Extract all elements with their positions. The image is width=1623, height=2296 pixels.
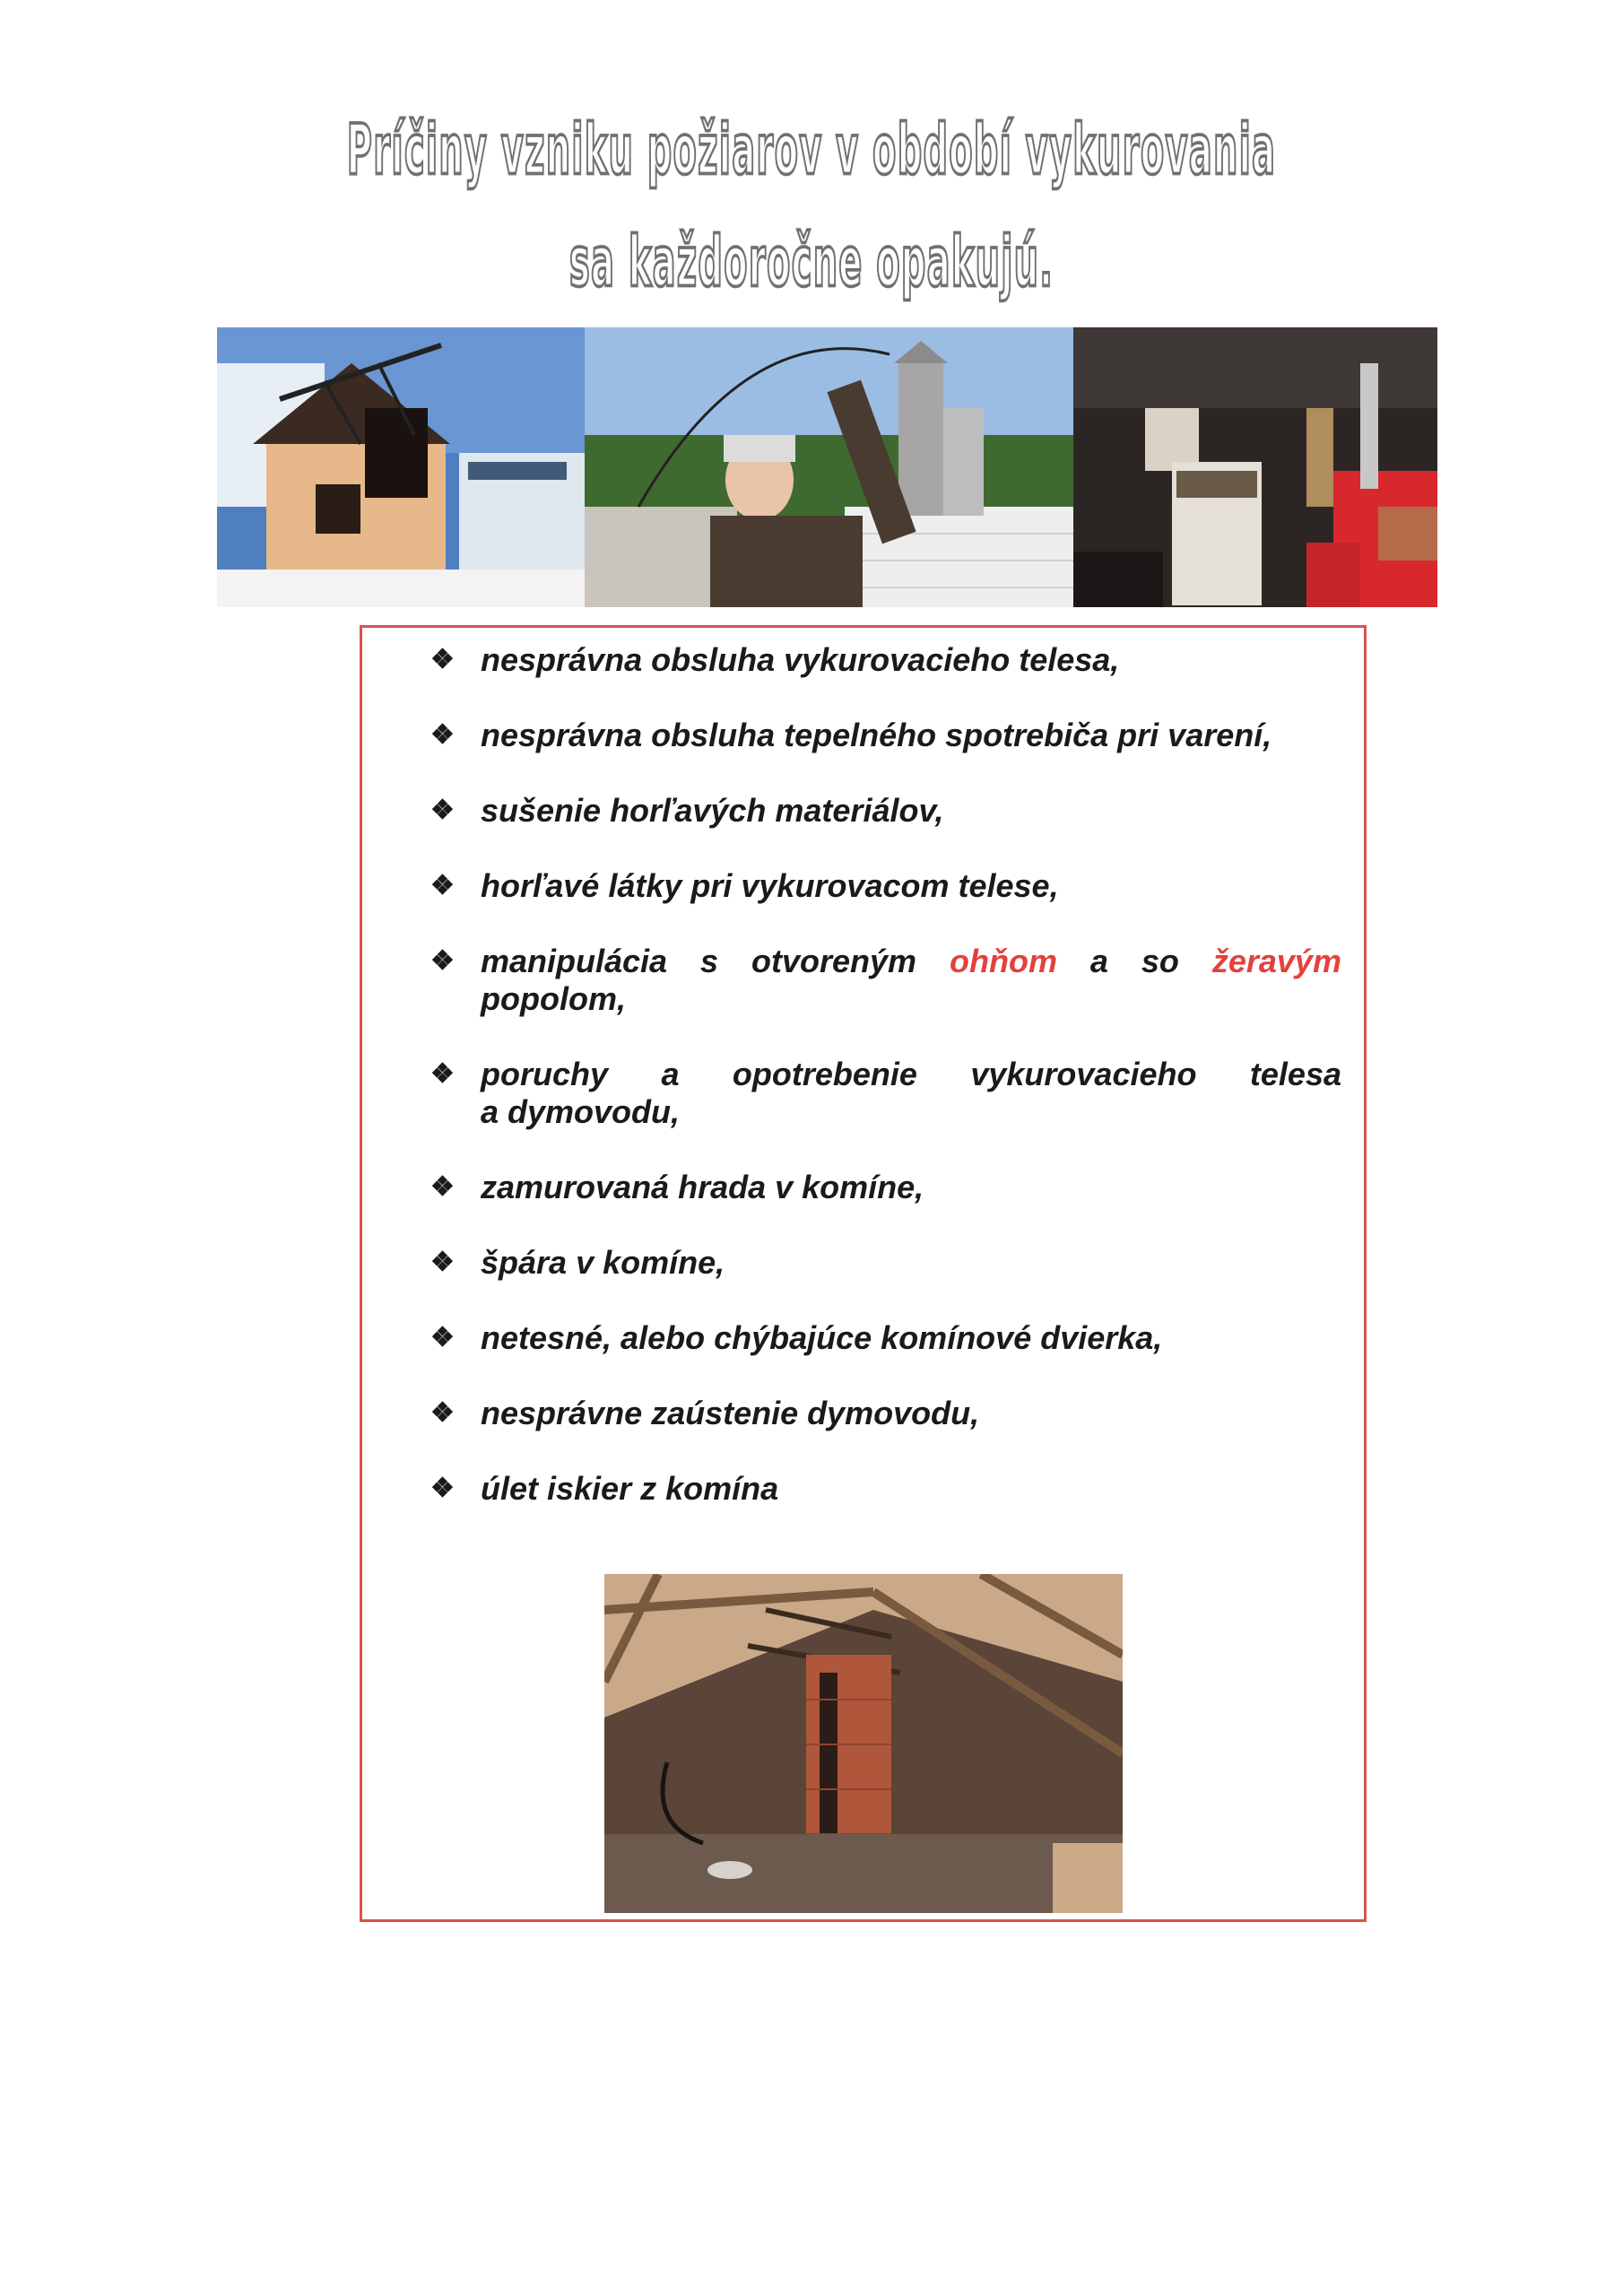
list-item-text: nesprávna obsluha vykurovacieho telesa, [481,641,1120,678]
diamond-bullet-icon: ❖ [430,1059,455,1089]
diamond-bullet-icon: ❖ [430,1172,455,1202]
list-item-text: nesprávne zaústenie dymovodu, [481,1395,980,1431]
diamond-bullet-icon: ❖ [430,720,455,750]
burned-kitchen-photo [1073,327,1437,607]
list-item-text: úlet iskier z komína [481,1470,779,1507]
diamond-bullet-icon: ❖ [430,1248,455,1277]
diamond-bullet-icon: ❖ [430,1323,455,1352]
text-fragment: a so [1089,943,1179,979]
diamond-bullet-icon: ❖ [430,871,455,900]
list-item-text: sušenie horľavých materiálov, [481,792,944,829]
diamond-bullet-icon: ❖ [430,946,455,976]
list-item-text: poruchy a opotrebenie vykurovacieho telesa [481,1056,1341,1092]
list-item-text: netesné, alebo chýbajúce komínové dvierka, [481,1319,1163,1356]
list-item-text [481,943,1341,980]
diamond-bullet-icon: ❖ [430,645,455,674]
chimney-sweep-photo [585,327,1073,607]
title-line-1: Príčiny vzniku požiarov v období vykurovania [346,108,1277,191]
highlight-fire: ohňom [949,943,1057,979]
burned-attic-chimney-photo [604,1574,1123,1913]
list-item-text: špára v komíne, [481,1244,725,1281]
list-item-text-line2: popolom, [481,980,626,1017]
diamond-bullet-icon: ❖ [430,796,455,825]
burned-house-photo [217,327,585,607]
list-item-text-line2: a dymovodu, [481,1093,681,1130]
list-item-text: zamurovaná hrada v komíne, [481,1169,924,1205]
list-item-text: horľavé látky pri vykurovacom telese, [481,867,1059,904]
highlight-glowing: žeravým [1211,943,1341,979]
diamond-bullet-icon: ❖ [430,1398,455,1428]
diamond-bullet-icon: ❖ [430,1474,455,1503]
title-line-2: sa každoročne opakujú. [568,220,1055,303]
text-fragment: manipulácia s otvoreným [481,943,917,979]
list-item-text: nesprávna obsluha tepelného spotrebiča pri varení, [481,717,1272,753]
